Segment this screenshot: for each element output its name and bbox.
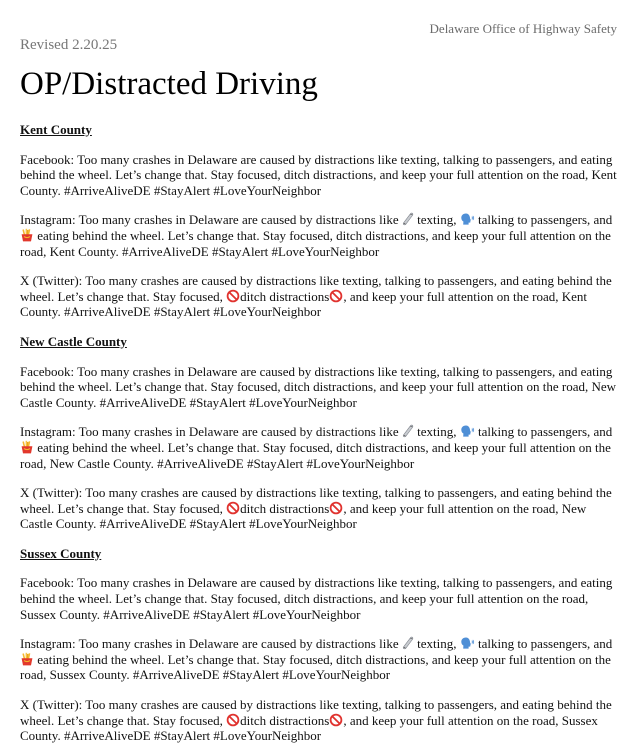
facebook-post-new-castle: Facebook: Too many crashes in Delaware are caused by distractions like texting, talking to passengers, and eating behind the wheel. Let’s change that. Stay focused, ditch distractions, and keep your full attention on the road, New Castle County. #ArriveAliveDE #StayAlert #LoveYourNeighbor: [20, 363, 617, 410]
county-heading-sussex: Sussex County: [20, 545, 102, 561]
twitter-text: ditch distractions: [240, 500, 330, 516]
twitter-post-new-castle: [20, 485, 620, 532]
instagram-text: eating behind the wheel. Let’s change that. Stay focused, ditch distractions, and keep your full attention on the road, Sussex County. #ArriveAliveDE #StayAlert #LoveYourNeighbor: [20, 651, 611, 683]
twitter-text: X (Twitter): Too many crashes are caused by distractions like texting, talking to passengers, and eating behind the wheel. Let’s change that. Stay focused,: [20, 273, 612, 304]
prohibited-icon: [226, 501, 240, 515]
instagram-post-sussex: [20, 636, 620, 683]
twitter-text: ditch distractions: [240, 712, 330, 728]
facebook-post-kent: Facebook: Too many crashes in Delaware are caused by distractions like texting, talking to passengers, and eating behind the wheel. Let’s change that. Stay focused, ditch distractions, and keep your full attention on the road, Kent County. #ArriveAliveDE #StayAlert #LoveYourNeighbor: [20, 151, 617, 198]
organization-name: Delaware Office of Highway Safety: [429, 21, 617, 36]
instagram-text: Instagram: Too many crashes in Delaware are caused by distractions like: [20, 636, 402, 652]
instagram-text: texting,: [413, 636, 460, 652]
prohibited-icon: [226, 289, 240, 303]
instagram-text: texting,: [413, 212, 460, 228]
twitter-text: X (Twitter): Too many crashes are caused by distractions like texting, talking to passengers, and eating behind the wheel. Let’s change that. Stay focused,: [20, 485, 612, 516]
french-fries-icon: [20, 440, 34, 454]
twitter-post-sussex: [20, 697, 620, 744]
twitter-text: , and keep your full attention on the road, Sussex County. #ArriveAliveDE #StayAlert #LoveYourNeighbor: [20, 712, 598, 744]
twitter-text: ditch distractions: [240, 288, 330, 304]
revision-date: Revised 2.20.25: [20, 37, 118, 53]
instagram-text: eating behind the wheel. Let’s change that. Stay focused, ditch distractions, and keep your full attention on the road, Kent County. #ArriveAliveDE #StayAlert #LoveYourNeighbor: [20, 227, 611, 259]
phone-icon: [402, 212, 414, 226]
document-body: [20, 122, 620, 744]
french-fries-icon: [20, 228, 34, 242]
phone-icon: [402, 424, 414, 438]
phone-icon: [402, 636, 414, 650]
instagram-text: eating behind the wheel. Let’s change that. Stay focused, ditch distractions, and keep your full attention on the road, New Castle County. #ArriveAliveDE #StayAlert #LoveYourNeighbor: [20, 439, 611, 471]
instagram-text: Instagram: Too many crashes in Delaware are caused by distractions like: [20, 424, 402, 440]
instagram-text: talking to passengers, and: [474, 636, 613, 652]
prohibited-icon: [329, 501, 343, 515]
instagram-text: talking to passengers, and: [474, 424, 613, 440]
twitter-text: X (Twitter): Too many crashes are caused by distractions like texting, talking to passengers, and eating behind the wheel. Let’s change that. Stay focused,: [20, 697, 612, 728]
instagram-text: Instagram: Too many crashes in Delaware are caused by distractions like: [20, 212, 402, 228]
page-title: OP/Distracted Driving: [20, 66, 318, 102]
speaking-head-icon: [460, 212, 475, 226]
twitter-text: , and keep your full attention on the road, Kent County. #ArriveAliveDE #StayAlert #LoveYourNeighbor: [20, 288, 588, 320]
prohibited-icon: [329, 289, 343, 303]
twitter-post-kent: [20, 273, 620, 320]
instagram-post-new-castle: [20, 424, 620, 471]
facebook-post-sussex: Facebook: Too many crashes in Delaware are caused by distractions like texting, talking to passengers, and eating behind the wheel. Let’s change that. Stay focused, ditch distractions, and keep your full attention on the road, Sussex County. #ArriveAliveDE #StayAlert #LoveYourNeighbor: [20, 575, 613, 622]
county-heading-kent: Kent County: [20, 122, 92, 137]
instagram-text: talking to passengers, and: [474, 212, 613, 228]
prohibited-icon: [226, 713, 240, 727]
speaking-head-icon: [460, 636, 475, 650]
speaking-head-icon: [460, 424, 475, 438]
instagram-text: texting,: [413, 424, 460, 440]
county-heading-new-castle: New Castle County: [20, 333, 127, 349]
twitter-text: , and keep your full attention on the road, New Castle County. #ArriveAliveDE #StayAlert #LoveYourNeighbor: [20, 500, 587, 532]
prohibited-icon: [329, 713, 343, 727]
instagram-post-kent: [20, 212, 620, 259]
french-fries-icon: [20, 652, 34, 666]
